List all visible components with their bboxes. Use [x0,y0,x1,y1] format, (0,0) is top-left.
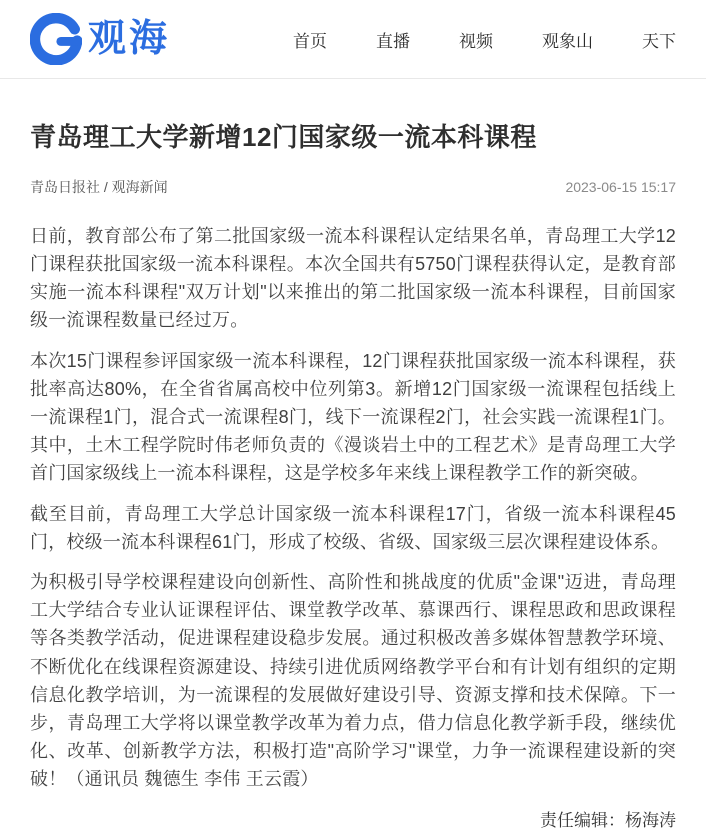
article-body [30,222,676,794]
site-header [0,0,706,79]
article-paragraph: 本次15门课程参评国家级一流本科课程，12门课程获批国家级一流本科课程，获批率高达80%，在全省省属高校中位列第3。新增12门国家级一流课程包括线上一流课程1门，混合式一流课程8门，线下一流课程2门，社会实践一流课程1门。其中，土木工程学院时伟老师负责的《漫谈岩土中的工程艺术》是青岛理工大学首门国家级线上一流本科课程，这是学校多年来线上课程教学工作的新突破。 [30,350,676,484]
article-title: 青岛理工大学新增12门国家级一流本科课程 [30,122,537,152]
main-nav [293,27,676,52]
article-datetime: 2023-06-15 15:17 [565,178,676,195]
nav-item-live[interactable]: 直播 [376,31,410,51]
article-meta [30,177,676,197]
nav-item-guanxiangshan[interactable]: 观象山 [542,31,593,51]
article-source: 青岛日报社 / 观海新闻 [30,178,168,195]
guanhai-logo-icon [30,13,82,65]
nav-item-world[interactable]: 天下 [642,31,676,51]
site-logo[interactable] [30,13,170,65]
nav-item-video[interactable]: 视频 [459,31,493,51]
nav-item-home[interactable]: 首页 [293,31,327,51]
editor-credit: 责任编辑：杨海涛 [540,810,676,830]
article-page [0,121,706,831]
article-paragraph: 截至目前，青岛理工大学总计国家级一流本科课程17门，省级一流本科课程45门，校级一流本科课程61门，形成了校级、省级、国家级三层次课程建设体系。 [30,503,676,552]
article-paragraph: 为积极引导学校课程建设向创新性、高阶性和挑战度的优质"金课"迈进，青岛理工大学结合专业认证课程评估、课堂教学改革、慕课西行、课程思政和思政课程等各类教学活动，促进课程建设稳步发展。通过积极改善多媒体智慧教学环境、不断优化在线课程资源建设、持续引进优质网络教学平台和有计划有组织的定期信息化教学培训，为一流课程的发展做好建设引导、资源支撑和技术保障。下一步，青岛理工大学将以课堂教学改革为着力点，借力信息化教学新手段，继续优化、改革、创新教学方法，积极打造"高阶学习"课堂，力争一流课程建设新的突破！（通讯员 魏德生 李伟 王云霞） [30,572,676,790]
article-paragraph: 日前，教育部公布了第二批国家级一流本科课程认定结果名单，青岛理工大学12门课程获批国家级一流本科课程。本次全国共有5750门课程获得认定，是教育部实施一流本科课程"双万计划"以来推出的第二批国家级一流本科课程，目前国家级一流课程数量已经过万。 [30,225,676,331]
site-logo-text: 观海 [88,18,171,60]
